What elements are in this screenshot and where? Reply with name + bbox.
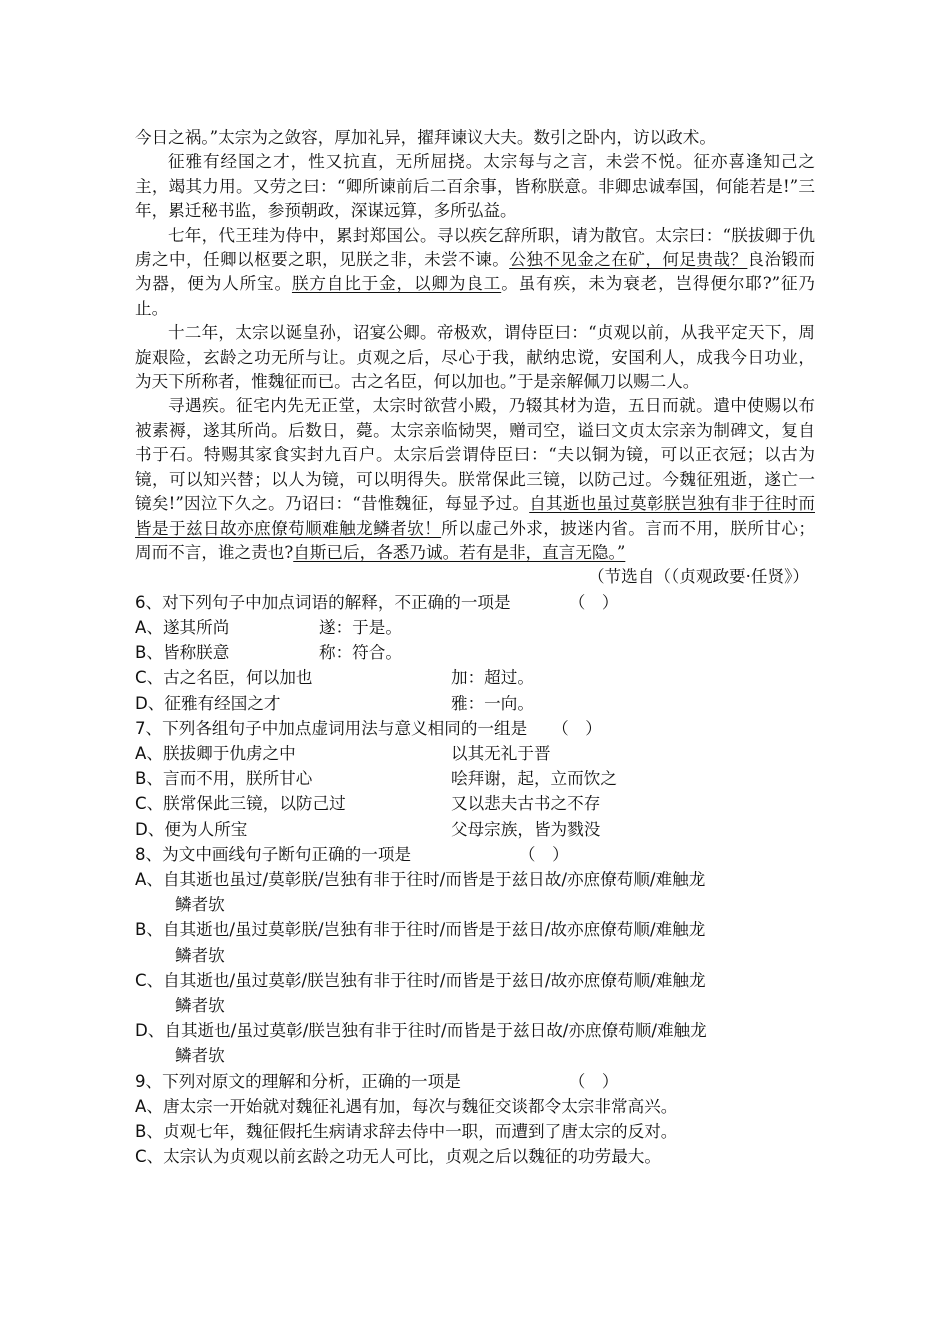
option-gloss: 加：超过。: [451, 668, 534, 688]
q6-option-c: [135, 665, 815, 690]
underlined-sentence: 自斯已后，各悉乃诚。若有是非，直言无隐。”: [293, 542, 626, 562]
question-6-stem: 6、对下列句子中加点词语的解释，不正确的一项是 （ ）: [135, 592, 619, 612]
passage-text: 寻遇疾。征宅内先无正堂，太宗时欲营小殿，乃辍其材为造，五日而就。遣中使赐以布被素褥，遂其所尚。后数日，薨。太宗亲临恸哭，赠司空，谥曰文贞太宗亲为制碑文，复自书于石。特赐其家食实封九百户。太宗后尝谓侍臣曰：“夫以铜为镜，可以正衣冠；以古为镜，可以知兴替；以人为镜，可以明得失。朕常保此三镜，以防己过。今魏征殂逝，遂亡一镜矣!”因泣下久之。乃诏曰：“昔惟魏征，每显予过。: [135, 396, 815, 514]
q8-option-a-line2: 鳞者欤: [175, 895, 225, 915]
q6-option-a: [135, 615, 815, 640]
q8-option-c-line1: C、自其逝也/虽过莫彰/朕岂独有非于往时/而皆是于兹日/故亦庶僚苟顺/难触龙: [135, 970, 706, 990]
q7-option-b: [135, 766, 815, 791]
option-sentence: D、征雅有经国之才: [135, 693, 281, 713]
passage-text: 七年，代王珪为侍中，累封郑国公。寻以疾乞辞所职，请为散官。太宗曰：“朕拔卿于仇虏之中，任卿以枢要之职，见朕之非，未尝不谏。: [135, 225, 815, 270]
q9-option-c: C、太宗认为贞观以前玄龄之功无人可比，贞观之后以魏征的功劳最大。: [135, 1147, 661, 1167]
question-8-stem: 8、为文中画线句子断句正确的一项是 （ ）: [135, 844, 569, 864]
q7-option-a: [135, 741, 815, 766]
q9-option-a: A、唐太宗一开始就对魏征礼遇有加，每次与魏征交谈都令太宗非常高兴。: [135, 1096, 678, 1116]
option-right: 又以悲夫古书之不存: [451, 794, 601, 814]
passage-text: 所以虚己外求，披迷内省。言而不用，朕所甘心；周而不言，谁之责也?: [135, 518, 815, 562]
option-left: D、便为人所宝: [135, 819, 248, 839]
option-sentence: B、皆称朕意: [135, 643, 230, 663]
q8-option-c-line2: 鳞者欤: [175, 995, 225, 1015]
passage-paragraph: 征雅有经国之才，性又抗直，无所屈挠。太宗每与之言，未尝不悦。征亦喜逢知己之主，竭其力用。又劳之曰：“卿所谏前后二百余事，皆称朕意。非卿忠诚奉国，何能若是!”三年，累迁秘书监，参预朝政，深谋远算，多所弘益。: [135, 152, 815, 221]
passage-paragraph: 十二年，太宗以诞皇孙，诏宴公卿。帝极欢，谓侍臣曰：“贞观以前，从我平定天下，周旋艰险，玄龄之功无所与让。贞观之后，尽心于我，献纳忠谠，安国利人，成我今日功业，为天下所称者，惟魏征而已。古之名臣，何以加也。”于是亲解佩刀以赐二人。: [135, 323, 815, 392]
passage-text: 。虽有疾，未为衰老，岂得便尔耶?”征乃止。: [135, 274, 815, 318]
option-gloss: 遂：于是。: [319, 617, 402, 637]
option-left: B、言而不用，朕所甘心: [135, 769, 313, 789]
option-left: C、朕常保此三镜，以防己过: [135, 794, 346, 814]
option-sentence: A、遂其所尚: [135, 617, 230, 637]
underlined-sentence: 朕方自比于金，以卿为良工: [291, 274, 502, 294]
q6-option-d: [135, 691, 815, 716]
underlined-sentence: 公独不见金之在矿，何足贵哉？: [509, 250, 748, 270]
q9-option-b: B、贞观七年，魏征假托生病请求辞去侍中一职，而遭到了唐太宗的反对。: [135, 1121, 678, 1141]
q7-option-d: [135, 817, 815, 842]
q7-option-c: [135, 791, 815, 816]
passage-text: 良治锻而为器，便为人所宝。: [135, 250, 816, 294]
passage-paragraph: [135, 224, 815, 322]
q8-option-a-line1: A、自其逝也虽过/莫彰朕/岂独有非于往时/而皆是于兹日故/亦庶僚苟顺/难触龙: [135, 869, 706, 889]
option-right: 哙拜谢，起，立而饮之: [451, 769, 617, 789]
q6-option-b: [135, 640, 815, 665]
question-7-stem: 7、下列各组句子中加点虚词用法与意义相同的一组是 （ ）: [135, 718, 602, 738]
option-right: 父母宗族，皆为戮没: [451, 819, 601, 839]
q8-option-d-line2: 鳞者欤: [175, 1046, 225, 1066]
option-sentence: C、古之名臣，何以加也: [135, 668, 313, 688]
option-gloss: 称：符合。: [319, 643, 402, 663]
source-citation: （节选自（（贞观政要·任贤》）: [588, 567, 809, 587]
option-gloss: 雅：一向。: [451, 693, 534, 713]
underlined-sentence: 自其逝也虽过莫彰朕岂独有非于往时而皆是于兹日故亦庶僚苟顺难触龙鳞者欤！: [135, 494, 815, 538]
option-left: A、朕拔卿于仇虏之中: [135, 743, 296, 763]
option-right: 以其无礼于晋: [451, 743, 551, 763]
q8-option-d-line1: D、自其逝也/虽过莫彰/朕岂独有非于往时/而皆是于兹日故/亦庶僚苟顺/难触龙: [135, 1021, 707, 1041]
document-page: [135, 126, 815, 1169]
q8-option-b-line2: 鳞者欤: [175, 945, 225, 965]
passage-paragraph: 今日之祸。”太宗为之敛容，厚加礼异，擢拜谏议大夫。数引之卧内，访以政术。: [135, 128, 716, 147]
question-9-stem: 9、下列对原文的理解和分析，正确的一项是 （ ）: [135, 1071, 619, 1091]
q8-option-b-line1: B、自其逝也/虽过莫彰朕/岂独有非于往时/而皆是于兹日/故亦庶僚苟顺/难触龙: [135, 920, 706, 940]
passage-paragraph: [135, 394, 815, 565]
